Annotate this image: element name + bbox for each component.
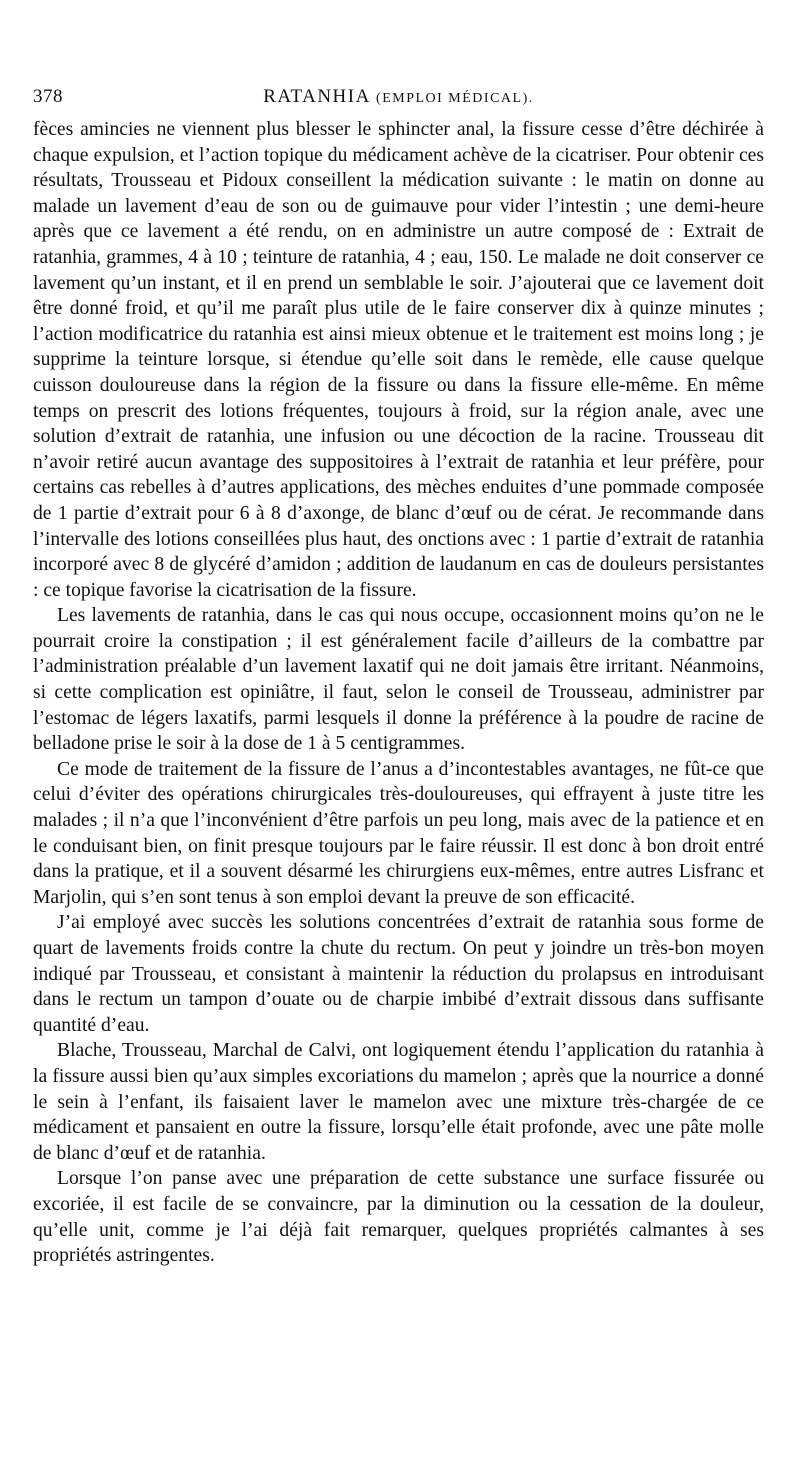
running-subtitle: (EMPLOI MÉDICAL). <box>376 91 534 106</box>
paragraph: Lorsque l’on panse avec une préparation de cette substance une surface fissurée ou excoriée, il est facile de se convaincre, par la diminution ou la cessation de la douleur, qu’elle unit, comme je l’ai déjà fait remarquer, quelques propriétés calmantes à ses propriétés astringentes. <box>33 1168 764 1267</box>
paragraph: Ce mode de traitement de la fissure de l’anus a d’incontestables avantages, ne fût-ce que celui d’éviter des opérations chirurgicales très-douloureuses, qui effrayent à juste titre les malades ; il n’a que l’inconvénient d’être parfois un peu long, mais avec de la patience et en le conduisant bien, on finit presque toujours par le faire réussir. Il est donc à bon droit entré dans la pratique, et il a souvent désarmé les chirurgiens eux-mêmes, entre autres Lisfranc et Marjolin, qui s’en sont tenus à son emploi devant la preuve de son efficacité. <box>33 758 764 908</box>
running-title: RATANHIA <box>263 86 370 107</box>
paragraph: J’ai employé avec succès les solutions concentrées d’extrait de ratanhia sous forme de quart de lavements froids contre la chute du rectum. On peut y joindre un très-bon moyen indiqué par Trousseau, et consistant à maintenir la réduction du prolapsus en introduisant dans le rectum un tampon d’ouate ou de charpie imbibé d’extrait dissous dans suffisante quantité d’eau. <box>33 912 764 1036</box>
paragraph: Blache, Trousseau, Marchal de Calvi, ont logiquement étendu l’application du ratanhia à la fissure aussi bien qu’aux simples excoriations du mamelon ; après que la nourrice a donné le sein à l’enfant, ils faisaient laver le mamelon avec une mixture très-chargée de ce médicament et pansaient en outre la fissure, lorsqu’elle était profonde, avec une pâte molle de blanc d’œuf et de ratanhia. <box>33 1040 764 1164</box>
paragraph: Les lavements de ratanhia, dans le cas qui nous occupe, occasionnent moins qu’on ne le pourrait croire la constipation ; il est généralement facile d’ailleurs de la combattre par l’administration préalable d’un lavement laxatif qui ne doit jamais être irritant. Néanmoins, si cette complication est opiniâtre, il faut, selon le conseil de Trousseau, administrer par l’estomac de légers laxatifs, parmi lesquels il donne la préférence à la poudre de racine de belladone prise le soir à la dose de 1 à 5 centigrammes. <box>33 605 764 755</box>
body-text <box>33 117 764 1269</box>
page-header <box>33 86 764 116</box>
running-head <box>33 86 764 108</box>
paragraph-continuation: fèces amincies ne viennent plus blesser le sphincter anal, la fissure cesse d’être déchirée à chaque expulsion, et l’action topique du médicament achève de la cicatriser. Pour obtenir ces résultats, Trousseau et Pidoux conseillent la médication suivante : le matin on donne au malade un lavement d’eau de son ou de guimauve pour vider l’intestin ; une demi-heure après que ce lavement a été rendu, on en administre un autre composé de : Extrait de ratanhia, grammes, 4 à 10 ; teinture de ratanhia, 4 ; eau, 150. Le malade ne doit conserver ce lavement qu’un instant, et il en prend un semblable le soir. J’ajouterai que ce lavement doit être donné froid, et qu’il me paraît plus utile de le faire conserver dix à quinze minutes ; l’action modificatrice du ratanhia est ainsi mieux obtenue et le traitement est moins long ; je supprime la teinture lorsque, si étendue qu’elle soit dans le remède, elle cause quelque cuisson douloureuse dans la région de la fissure ou dans la fissure elle-même. En même temps on prescrit des lotions fréquentes, toujours à froid, sur la région anale, avec une solution d’extrait de ratanhia, une infusion ou une décoction de la racine. Trousseau dit n’avoir retiré aucun avantage des suppositoires à l’extrait de ratanhia et leur préfère, pour certains cas rebelles à d’autres applications, des mèches enduites d’une pommade composée de 1 partie d’extrait pour 6 à 8 d’axonge, de blanc d’œuf ou de cérat. Je recommande dans l’intervalle des lotions conseillées plus haut, des onctions avec : 1 partie d’extrait de ratanhia incorporé avec 8 de glycéré d’amidon ; addition de laudanum en cas de douleurs persistantes : ce topique favorise la cicatrisation de la fissure. <box>33 119 764 601</box>
page-number: 378 <box>33 86 63 107</box>
